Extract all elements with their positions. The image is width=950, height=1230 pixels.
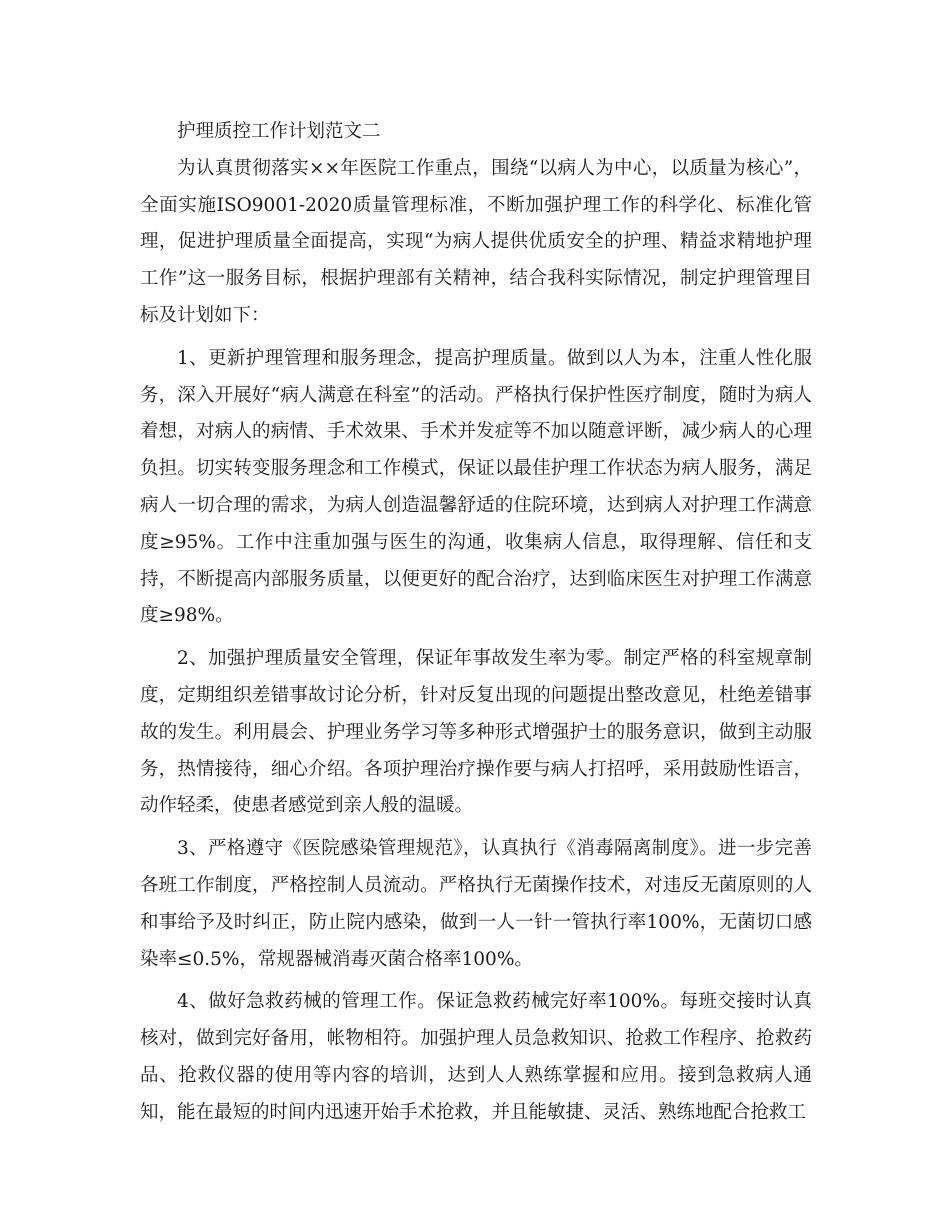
paragraph-item-3: 3、严格遵守《医院感染管理规范》，认真执行《消毒隔离制度》。进一步完善各班工作制度，严格控制人员流动。严格执行无菌操作技术，对违反无菌原则的人和事给予及时纠正，防止院内感染，做到一人一针一管执行率100%，无菌切口感染率≤0.5%，常规器械消毒灭菌合格率100%。 <box>140 838 812 970</box>
paragraph-item-2: 2、加强护理质量安全管理，保证年事故发生率为零。制定严格的科室规章制度，定期组织差错事故讨论分析，针对反复出现的问题提出整改意见，杜绝差错事故的发生。利用晨会、护理业务学习等多种形式增强护士的服务意识，做到主动服务，热情接待，细心介绍。各项护理治疗操作要与病人打招呼，采用鼓励性语言，动作轻柔，使患者感觉到亲人般的温暖。 <box>140 648 812 817</box>
paragraph-item-4: 4、做好急救药械的管理工作。保证急救药械完好率100%。每班交接时认真核对，做到完好备用，帐物相符。加强护理人员急救知识、抢救工作程序、抢救药品、抢救仪器的使用等内容的培训，达到人人熟练掌握和应用。接到急救病人通知，能在最短的时间内迅速开始手术抢救，并且能敏捷、灵活、熟练地配合抢救工 <box>140 991 812 1123</box>
intro-paragraph: 为认真贯彻落实××年医院工作重点，围绕“以病人为中心，以质量为核心”，全面实施ISO9001-2020质量管理标准，不断加强护理工作的科学化、标准化管理，促进护理质量全面提高，实现“为病人提供优质安全的护理、精益求精地护理工作”这一服务目标，根据护理部有关精神，结合我科实际情况，制定护理管理目标及计划如下： <box>140 157 812 326</box>
paragraph-item-1: 1、更新护理管理和服务理念，提高护理质量。做到以人为本，注重人性化服务，深入开展好“病人满意在科室”的活动。严格执行保护性医疗制度，随时为病人着想，对病人的病情、手术效果、手术并发症等不加以随意评断，减少病人的心理负担。切实转变服务理念和工作模式，保证以最佳护理工作状态为病人服务，满足病人一切合理的需求，为病人创造温馨舒适的住院环境，达到病人对护理工作满意度≥95%。工作中注重加强与医生的沟通，收集病人信息，取得理解、信任和支持，不断提高内部服务质量，以便更好的配合治疗，达到临床医生对护理工作满意度≥98%。 <box>140 347 812 627</box>
document-body <box>140 114 812 1132</box>
document-title: 护理质控工作计划范文二 <box>177 121 381 142</box>
